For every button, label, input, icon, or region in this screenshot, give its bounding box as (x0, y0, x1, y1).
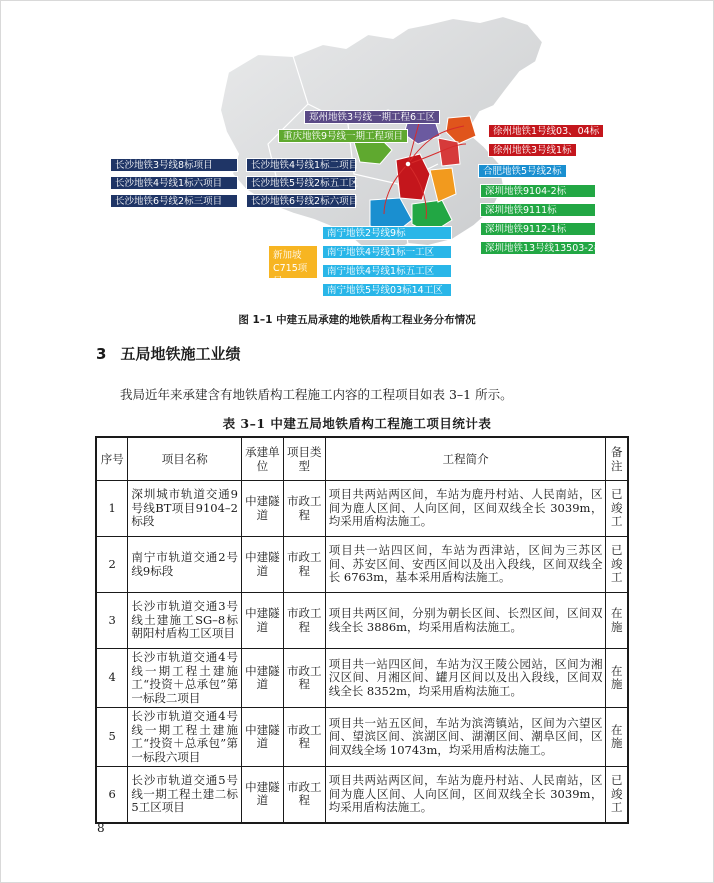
table-row (96, 537, 628, 593)
cell-remark: 已竣工 (606, 481, 628, 537)
cell-remark: 在施 (606, 649, 628, 708)
header-type: 项目类型 (283, 437, 325, 481)
map-label-zhengzhou: 郑州地铁3号线一期工程6工区 (304, 110, 440, 124)
map-label-xuzhou-1: 徐州地铁1号线03、04标 (488, 124, 604, 138)
cell-seq: 6 (96, 767, 128, 823)
cell-type: 市政工程 (283, 649, 325, 708)
table-row (96, 649, 628, 708)
map-region-anhui (438, 138, 460, 166)
cell-type: 市政工程 (283, 537, 325, 593)
table-row (96, 708, 628, 767)
cell-unit: 中建隧道 (242, 767, 284, 823)
cell-remark: 在施 (606, 708, 628, 767)
cell-name: 深圳城市轨道交通9号线BT项目9104–2标段 (128, 481, 242, 537)
cell-remark: 已竣工 (606, 537, 628, 593)
header-name: 项目名称 (128, 437, 242, 481)
cell-intro: 项目共一站四区间，车站为汉王陵公园站，区间为湘汉区间、月湘区间、罐月区间以及出入段线，区间双线全长 8352m，均采用盾构法施工。 (325, 649, 606, 708)
section-title: 五局地铁施工业绩 (120, 345, 241, 363)
cell-seq: 5 (96, 708, 128, 767)
cell-unit: 中建隧道 (242, 481, 284, 537)
map-label-nanning-1: 南宁地铁2号线9标 (322, 226, 452, 240)
cell-unit: 中建隧道 (242, 649, 284, 708)
cell-intro: 项目共两站两区间，车站为鹿丹村站、人民南站，区间为鹿人区间、人向区间，区间双线全长 3039m，均采用盾构法施工。 (325, 481, 606, 537)
map-label-hefei: 合肥地铁5号线2标 (478, 164, 567, 178)
header-seq: 序号 (96, 437, 128, 481)
cell-unit: 中建隧道 (242, 708, 284, 767)
map-label-changsha-left-3: 长沙地铁6号线2标三项目 (110, 194, 238, 208)
cell-unit: 中建隧道 (242, 593, 284, 649)
map-label-nanning-3: 南宁地铁4号线1标五工区 (322, 264, 452, 278)
map-label-nanning-4: 南宁地铁5号线03标14工区 (322, 283, 452, 297)
cell-type: 市政工程 (283, 767, 325, 823)
header-remark: 备注 (606, 437, 628, 481)
cell-seq: 2 (96, 537, 128, 593)
cell-type: 市政工程 (283, 708, 325, 767)
cell-remark: 在施 (606, 593, 628, 649)
cell-remark: 已竣工 (606, 767, 628, 823)
page-number: 8 (97, 821, 105, 835)
map-label-chongqing: 重庆地铁9号线一期工程项目 (278, 129, 408, 143)
cell-intro: 项目共一站四区间，车站为西津站，区间为三苏区间、苏安区间、安西区间以及出入段线，区间双线全长 6763m，基本采用盾构法施工。 (325, 537, 606, 593)
cell-seq: 3 (96, 593, 128, 649)
cell-seq: 1 (96, 481, 128, 537)
body-paragraph: 我局近年来承建含有地铁盾构工程施工内容的工程项目如表 3–1 所示。 (120, 387, 513, 402)
cell-seq: 4 (96, 649, 128, 708)
table-title: 表 3–1 中建五局地铁盾构工程施工项目统计表 (222, 416, 492, 431)
map-label-singapore: 新加坡C715项目 (268, 245, 318, 279)
section-heading (96, 343, 240, 364)
cell-intro: 项目共一站五区间，车站为滨湾镇站，区间为六望区间、望滨区间、滨湖区间、湖潮区间、潮阜区间，区间双线全场 10743m，均采用盾构法施工。 (325, 708, 606, 767)
map-label-nanning-2: 南宁地铁4号线1标一工区 (322, 245, 452, 259)
map-label-changsha-mid-2: 长沙地铁5号线2标五工区 (246, 176, 356, 190)
map-label-shenzhen-4: 深圳地铁13号线13503-2标 (480, 241, 596, 255)
map-label-changsha-left-1: 长沙地铁3号线8标项目 (110, 158, 238, 172)
cell-intro: 项目共两站两区间，车站为鹿丹村站、人民南站，区间为鹿人区间、人向区间，区间双线全长 3039m，均采用盾构法施工。 (325, 767, 606, 823)
map-hub-marker (405, 161, 411, 167)
project-table (95, 436, 629, 824)
cell-intro: 项目共两区间，分别为朝长区间、长烈区间，区间双线全长 3886m，均采用盾构法施工。 (325, 593, 606, 649)
section-number: 3 (96, 345, 107, 363)
map-label-changsha-mid-3: 长沙地铁6号线2标六项目 (246, 194, 356, 208)
cell-name: 长沙市轨道交通3号线土建施工SG–8标朝阳村盾构工区项目 (128, 593, 242, 649)
map-figure (108, 14, 614, 304)
map-label-changsha-mid-1: 长沙地铁4号线1标二项目 (246, 158, 356, 172)
cell-type: 市政工程 (283, 481, 325, 537)
table-row (96, 593, 628, 649)
map-label-shenzhen-2: 深圳地铁9111标 (480, 203, 596, 217)
map-label-xuzhou-3: 徐州地铁3号线1标 (488, 143, 577, 157)
table-row (96, 767, 628, 823)
header-unit: 承建单位 (242, 437, 284, 481)
figure-caption: 图 1–1 中建五局承建的地铁盾构工程业务分布情况 (238, 314, 476, 326)
cell-type: 市政工程 (283, 593, 325, 649)
map-label-shenzhen-1: 深圳地铁9104-2标 (480, 184, 596, 198)
cell-unit: 中建隧道 (242, 537, 284, 593)
map-label-shenzhen-3: 深圳地铁9112-1标 (480, 222, 596, 236)
cell-name: 南宁市轨道交通2号线9标段 (128, 537, 242, 593)
cell-name: 长沙市轨道交通4号线一期工程土建施工“投资＋总承包”第一标段二项目 (128, 649, 242, 708)
header-intro: 工程简介 (325, 437, 606, 481)
table-header-row (96, 437, 628, 481)
cell-name: 长沙市轨道交通5号线一期工程土建二标5工区项目 (128, 767, 242, 823)
table-row (96, 481, 628, 537)
map-label-changsha-left-2: 长沙地铁4号线1标六项目 (110, 176, 238, 190)
cell-name: 长沙市轨道交通4号线一期工程土建施工“投资＋总承包”第一标段六项目 (128, 708, 242, 767)
